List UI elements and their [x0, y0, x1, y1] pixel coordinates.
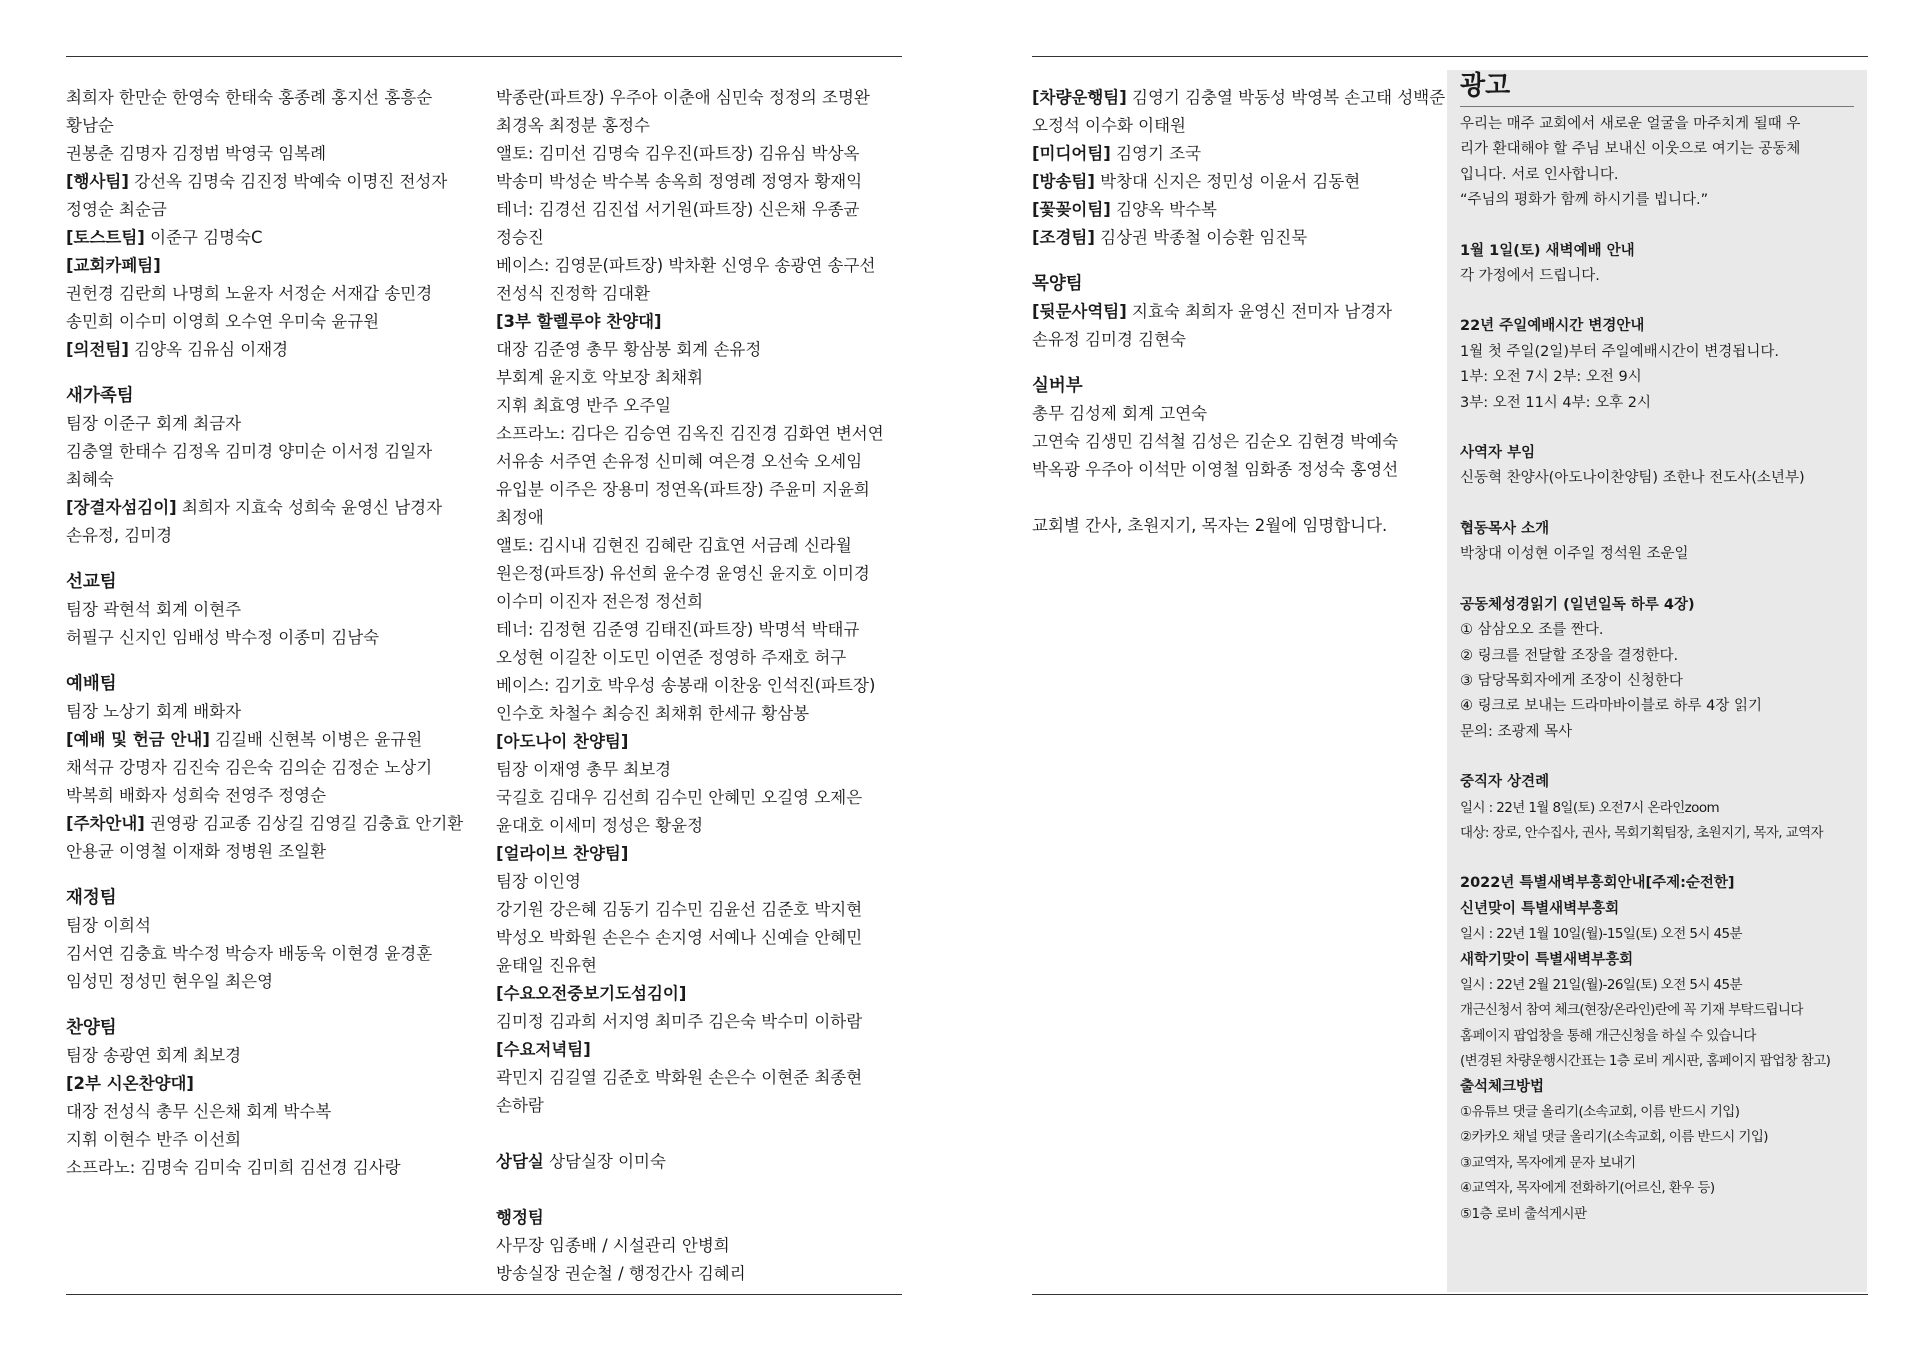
roster-names: 송민희 이수미 이영희 오수연 우미숙 윤규원 — [66, 312, 380, 331]
roster-names: 이수미 이진자 전은정 정선희 — [496, 592, 704, 611]
roster-line — [496, 252, 906, 280]
roster-names: 테너: 김정현 김준영 김태진(파트장) 박명석 박태규 — [496, 620, 860, 639]
announcement-heading: 협동목사 소개 — [1460, 520, 1550, 537]
team-label: 상담실 — [496, 1152, 544, 1171]
roster-names: 손하람 — [496, 1096, 544, 1115]
team-label: [수요저녁팀] — [496, 1040, 591, 1059]
team-label: [3부 할렐루야 찬양대] — [496, 312, 662, 331]
roster-names: 지휘 이현수 반주 이선희 — [66, 1130, 242, 1149]
announcement-heading: 2022년 특별새벽부흥회안내[주제:순전한] — [1460, 875, 1735, 892]
announcement-line: 개근신청서 참여 체크(현장/온라인)란에 꼭 기재 부탁드립니다 — [1460, 1002, 1803, 1019]
roster-names: 김미정 김과희 서지영 최미주 김은숙 박수미 이하람 — [496, 1012, 863, 1031]
roster-names: 박창대 신지은 정민성 이윤서 김동현 — [1094, 172, 1361, 191]
roster-names: 최혜숙 — [66, 470, 114, 489]
announcement-line: ①유튜브 댓글 올리기(소속교회, 이름 반드시 기입) — [1460, 1104, 1740, 1120]
roster-line — [66, 1070, 466, 1098]
roster-names: 팀장 이준구 회계 최금자 — [66, 414, 242, 433]
roster-line — [496, 196, 906, 224]
roster-names: 부회계 윤지호 악보장 최채휘 — [496, 368, 704, 387]
roster-line — [496, 1036, 906, 1064]
roster-names: 교회별 간사, 초원지기, 목자는 2월에 임명합니다. — [1032, 516, 1388, 535]
roster-line — [496, 644, 906, 672]
announcement-line: 박창대 이성현 이주일 정석원 조운일 — [1460, 546, 1689, 563]
roster-names: 김충열 한태수 김정옥 김미경 양미순 이서정 김일자 — [66, 442, 433, 461]
roster-names: 최정애 — [496, 508, 544, 527]
announcement-line: 1부: 오전 7시 2부: 오전 9시 — [1460, 369, 1642, 386]
roster-line — [66, 494, 466, 522]
team-label: [토스트팀] — [66, 228, 145, 247]
roster-line — [66, 726, 466, 754]
roster-line — [496, 1204, 906, 1232]
roster-names: 총무 김성제 회계 고연숙 — [1032, 404, 1208, 423]
team-label: [뒷문사역팀] — [1032, 302, 1127, 321]
roster-line — [496, 1148, 906, 1176]
announcement-line: ② 링크를 전달할 조장을 결정한다. — [1460, 647, 1679, 664]
spacer — [1460, 289, 1854, 314]
announcement-line: ① 삼삼오오 조를 짠다. — [1460, 622, 1604, 639]
section-heading: 목양팀 — [1032, 274, 1083, 294]
roster-names: 박종란(파트장) 우주아 이춘애 심민숙 정정의 조명완 — [496, 88, 870, 107]
roster-names: 팀장 노상기 회계 배화자 — [66, 702, 242, 721]
roster-line — [1032, 196, 1432, 224]
spacer — [1460, 492, 1854, 517]
roster-names: 대장 전성식 총무 신은채 회계 박수복 — [66, 1102, 332, 1121]
roster-line — [496, 700, 906, 728]
announcement-line: ③교역자, 목자에게 문자 보내기 — [1460, 1154, 1636, 1171]
roster-line — [66, 336, 466, 364]
roster-names: 최경옥 최정분 홍정수 — [496, 116, 650, 135]
roster-names: 손유정, 김미경 — [66, 526, 173, 545]
team-label: [방송팀] — [1032, 172, 1095, 191]
roster-names: 베이스: 김영문(파트장) 박차환 신영우 송광연 송구선 — [496, 256, 876, 275]
roster-names: 인수호 차철수 최승진 최채휘 한세규 황삼봉 — [496, 704, 810, 723]
roster-line — [496, 868, 906, 896]
team-label: [얼라이브 찬양팀] — [496, 844, 629, 863]
announcement-line: 대상: 장로, 안수집사, 권사, 목회기획팀장, 초원지기, 목자, 교역자 — [1460, 824, 1823, 841]
announcement-heading: 신년맞이 특별새벽부흥회 — [1460, 900, 1620, 917]
roster-names: 원은정(파트장) 유선희 윤수경 윤영신 윤지호 이미경 — [496, 564, 870, 583]
announcement-heading: 중직자 상견례 — [1460, 774, 1550, 791]
team-label: [교회카페팀] — [66, 256, 161, 275]
roster-line — [66, 1042, 466, 1070]
roster-line — [66, 1154, 466, 1182]
roster-line — [1032, 326, 1432, 354]
roster-names: 상담실장 이미숙 — [543, 1152, 666, 1171]
roster-line — [496, 1008, 906, 1036]
roster-names: 황남순 — [66, 116, 114, 135]
section-heading: 실버부 — [1032, 376, 1083, 396]
roster-names: 팀장 이희석 — [66, 916, 151, 935]
spacer — [1460, 214, 1854, 239]
roster-line — [496, 420, 906, 448]
section-heading: 예배팀 — [66, 674, 117, 694]
roster-line — [66, 168, 466, 196]
section-heading: 찬양팀 — [66, 1018, 117, 1038]
team-label: [미디어팀] — [1032, 144, 1111, 163]
roster-line — [496, 560, 906, 588]
spacer — [1460, 568, 1854, 593]
roster-names: 윤태일 진유현 — [496, 956, 597, 975]
team-label: [장결자섬김이] — [66, 498, 177, 517]
roster-line — [496, 224, 906, 252]
roster-line — [66, 624, 466, 652]
roster-line — [66, 1098, 466, 1126]
roster-names: 박송미 박성순 박수복 송옥희 정영례 정영자 황재익 — [496, 172, 863, 191]
roster-line — [496, 532, 906, 560]
roster-names: 강기원 강은혜 김동기 김수민 김윤선 김준호 박지현 — [496, 900, 863, 919]
roster-line — [66, 140, 466, 168]
roster-names: 김길배 신현복 이병은 윤규원 — [209, 730, 423, 749]
roster-names: 권헌경 김란희 나명희 노윤자 서정순 서재갑 송민경 — [66, 284, 433, 303]
roster-names: 윤대호 이세미 정성은 황윤정 — [496, 816, 704, 835]
top-rule-right — [1032, 56, 1868, 57]
spacer — [1460, 416, 1854, 441]
announcement-line: “주님의 평화가 함께 하시기를 빕니다.” — [1460, 192, 1709, 209]
roster-line — [496, 756, 906, 784]
announcement-line: ④ 링크로 보내는 드라마바이블로 하루 4장 읽기 — [1460, 698, 1763, 715]
section-heading: 선교팀 — [66, 572, 117, 592]
announcement-heading: 새학기맞이 특별새벽부흥회 — [1460, 951, 1634, 968]
roster-line — [1032, 298, 1432, 326]
roster-names: 손유정 김미경 김현숙 — [1032, 330, 1186, 349]
roster-names: 오정석 이수화 이태원 — [1032, 116, 1186, 135]
roster-names: 앨토: 김미선 김명숙 김우진(파트장) 김유심 박상옥 — [496, 144, 860, 163]
roster-line — [66, 252, 466, 280]
roster-column-1 — [66, 84, 466, 1182]
roster-line — [496, 392, 906, 420]
roster-names: 베이스: 김기호 박우성 송봉래 이찬웅 인석진(파트장) — [496, 676, 876, 695]
roster-line — [66, 466, 466, 494]
roster-names: 앨토: 김시내 김현진 김혜란 김효연 서금례 신라월 — [496, 536, 852, 555]
team-label: [조경팀] — [1032, 228, 1095, 247]
roster-line — [496, 672, 906, 700]
roster-line — [496, 952, 906, 980]
roster-line — [496, 308, 906, 336]
roster-line — [496, 168, 906, 196]
section-heading: 새가족팀 — [66, 386, 134, 406]
section-heading: 재정팀 — [66, 888, 117, 908]
roster-names: 김양옥 김유심 이재경 — [128, 340, 289, 359]
roster-line — [496, 504, 906, 532]
roster-names: 팀장 이인영 — [496, 872, 581, 891]
announcement-line: 1월 첫 주일(2일)부터 주일예배시간이 변경됩니다. — [1460, 343, 1779, 360]
roster-names: 김양옥 박수복 — [1110, 200, 1217, 219]
roster-line — [1032, 456, 1432, 484]
roster-line — [496, 840, 906, 868]
announcement-line: 문의: 조광제 목사 — [1460, 723, 1573, 740]
roster-line — [66, 84, 466, 112]
roster-line — [66, 912, 466, 940]
roster-names: 권봉춘 김명자 김정범 박영국 임복례 — [66, 144, 327, 163]
roster-line — [496, 924, 906, 952]
roster-line — [496, 364, 906, 392]
roster-names: 최희자 지효숙 성희숙 윤영신 남경자 — [176, 498, 443, 517]
announcement-header — [1460, 68, 1854, 107]
team-label: [아도나이 찬양팀] — [496, 732, 629, 751]
roster-names: 팀장 송광연 회계 최보경 — [66, 1046, 242, 1065]
roster-line — [66, 810, 466, 838]
spacer — [1460, 846, 1854, 871]
roster-line — [1032, 512, 1432, 540]
team-label: [차량운행팀] — [1032, 88, 1127, 107]
roster-names: 유입분 이주은 장용미 정연옥(파트장) 주윤미 지윤희 — [496, 480, 870, 499]
roster-line — [1032, 224, 1432, 252]
announcement-line: 입니다. 서로 인사합니다. — [1460, 166, 1619, 183]
roster-names: 팀장 이재영 총무 최보경 — [496, 760, 672, 779]
roster-names: 김영기 김충열 박동성 박영복 손고태 성백준 — [1126, 88, 1446, 107]
roster-line — [496, 1232, 906, 1260]
roster-line — [1032, 168, 1432, 196]
roster-names: 서유송 서주연 손유정 신미혜 여은경 오선숙 오세임 — [496, 452, 863, 471]
roster-line — [496, 336, 906, 364]
top-rule-left — [66, 56, 902, 57]
roster-line — [1032, 140, 1432, 168]
roster-line — [66, 308, 466, 336]
roster-line — [496, 588, 906, 616]
roster-line — [1032, 84, 1446, 112]
roster-names: 박옥광 우주아 이석만 이영철 임화종 정성숙 홍영선 — [1032, 460, 1399, 479]
roster-names: 권영광 김교종 김상길 김영길 김충효 안기환 — [144, 814, 464, 833]
roster-names: 김상권 박종철 이승환 임진묵 — [1094, 228, 1308, 247]
roster-line — [66, 698, 466, 726]
team-label: [주차안내] — [66, 814, 145, 833]
roster-names: 정승진 — [496, 228, 544, 247]
team-label: [의전팀] — [66, 340, 129, 359]
announcement-line: 홈페이지 팝업창을 통해 개근신청을 하실 수 있습니다 — [1460, 1027, 1756, 1044]
announcement-line: 신동혁 찬양사(아도나이찬양팀) 조한나 전도사(소년부) — [1460, 470, 1805, 487]
roster-line — [66, 112, 466, 140]
team-label: [수요오전중보기도섬김이] — [496, 984, 687, 1003]
roster-names: 소프라노: 김다은 김승연 김옥진 김진경 김화연 변서연 — [496, 424, 884, 443]
announcement-body — [1460, 112, 1854, 1227]
announcement-line: ④교역자, 목자에게 전화하기(어르신, 환우 등) — [1460, 1180, 1715, 1197]
roster-names: 테너: 김경선 김진섭 서기원(파트장) 신은채 우종균 — [496, 200, 860, 219]
roster-names: 지효숙 최희자 윤영신 전미자 남경자 — [1126, 302, 1393, 321]
roster-column-2 — [496, 84, 906, 1288]
roster-line — [66, 410, 466, 438]
announcement-heading: 사역자 부임 — [1460, 445, 1536, 462]
roster-line — [496, 84, 906, 112]
roster-line — [496, 280, 906, 308]
roster-line — [496, 616, 906, 644]
roster-names: 고연숙 김생민 김석철 김성은 김순오 김현경 박예숙 — [1032, 432, 1399, 451]
roster-line — [66, 968, 466, 996]
roster-names: 최희자 한만순 한영숙 한태숙 홍종례 홍지선 홍흥순 — [66, 88, 433, 107]
roster-line — [66, 596, 466, 624]
roster-line — [66, 196, 466, 224]
spacer — [1460, 745, 1854, 770]
roster-line — [66, 280, 466, 308]
roster-line — [66, 522, 466, 550]
announcement-line: ③ 담당목회자에게 조장이 신청한다 — [1460, 672, 1683, 689]
roster-column-3 — [1032, 84, 1446, 540]
roster-names: 김서연 김충효 박수정 박승자 배동욱 이현경 윤경훈 — [66, 944, 433, 963]
roster-line — [66, 940, 466, 968]
announcement-line: (변경된 차량운행시간표는 1층 로비 게시판, 홈페이지 팝업창 참고) — [1460, 1053, 1831, 1070]
roster-line — [496, 476, 906, 504]
team-label: [꽃꽂이팀] — [1032, 200, 1111, 219]
roster-names: 강선옥 김명숙 김진정 박예숙 이명진 전성자 — [128, 172, 448, 191]
announcement-heading: 22년 주일예배시간 변경안내 — [1460, 318, 1645, 335]
announcement-line: 리가 환대해야 할 주님 보내신 이웃으로 여기는 공동체 — [1460, 141, 1801, 158]
roster-names: 이준구 김명숙C — [144, 228, 263, 247]
roster-names: 전성식 진정학 김대환 — [496, 284, 650, 303]
roster-line — [66, 838, 466, 866]
roster-line — [66, 754, 466, 782]
roster-line — [496, 448, 906, 476]
roster-names: 소프라노: 김명숙 김미숙 김미희 김선경 김사랑 — [66, 1158, 401, 1177]
team-label: [행사팀] — [66, 172, 129, 191]
announcement-line: 일시 : 22년 2월 21일(월)-26일(토) 오전 5시 45분 — [1460, 976, 1742, 993]
roster-line — [496, 1064, 906, 1092]
roster-line — [496, 112, 906, 140]
announcement-title: 광고 — [1460, 71, 1511, 101]
roster-names: 김영기 조국 — [1110, 144, 1202, 163]
announcement-heading: 출석체크방법 — [1460, 1078, 1545, 1095]
roster-names: 국길호 김대우 김선희 김수민 안혜민 오길영 오제은 — [496, 788, 863, 807]
roster-line — [1032, 112, 1432, 140]
roster-names: 사무장 임종배 / 시설관리 안병희 — [496, 1236, 730, 1255]
roster-names: 안용균 이영철 이재화 정병원 조일환 — [66, 842, 327, 861]
team-label: 행정팀 — [496, 1208, 544, 1227]
roster-line — [496, 140, 906, 168]
roster-names: 박성오 박화원 손은수 손지영 서예나 신예슬 안혜민 — [496, 928, 863, 947]
announcement-line: 3부: 오전 11시 4부: 오후 2시 — [1460, 394, 1651, 411]
announcement-line: 각 가정에서 드립니다. — [1460, 268, 1600, 285]
announcement-line: 일시 : 22년 1월 8일(토) 오전7시 온라인zoom — [1460, 799, 1720, 816]
bottom-rule-left — [66, 1294, 902, 1295]
spacer — [1032, 484, 1432, 512]
roster-names: 지휘 최효영 반주 오주일 — [496, 396, 672, 415]
roster-names: 박복희 배화자 성희숙 전영주 정영순 — [66, 786, 327, 805]
roster-line — [66, 438, 466, 466]
roster-line — [1032, 400, 1432, 428]
spacer — [496, 1120, 906, 1148]
roster-names: 팀장 곽현석 회계 이현주 — [66, 600, 242, 619]
roster-line — [66, 782, 466, 810]
roster-names: 오성현 이길찬 이도민 이연준 정영하 주재호 허구 — [496, 648, 847, 667]
roster-line — [1032, 428, 1432, 456]
announcement-heading: 공동체성경읽기 (일년일독 하루 4장) — [1460, 596, 1695, 613]
team-label: [2부 시온찬양대] — [66, 1074, 194, 1093]
bottom-rule-right — [1032, 1294, 1868, 1295]
roster-line — [496, 784, 906, 812]
roster-names: 허필구 신지인 임배성 박수정 이종미 김남숙 — [66, 628, 380, 647]
announcement-heading: 1월 1일(토) 새벽예배 안내 — [1460, 242, 1635, 259]
roster-line — [66, 224, 466, 252]
roster-line — [496, 812, 906, 840]
roster-names: 방송실장 권순철 / 행정간사 김혜리 — [496, 1264, 746, 1283]
roster-line — [496, 1092, 906, 1120]
announcement-line: ②카카오 채널 댓글 올리기(소속교회, 이름 반드시 기입) — [1460, 1129, 1768, 1146]
spacer — [496, 1176, 906, 1204]
announcement-line: ⑤1층 로비 출석게시판 — [1460, 1205, 1587, 1222]
roster-names: 정영순 최순금 — [66, 200, 167, 219]
roster-line — [496, 1260, 906, 1288]
roster-line — [66, 1126, 466, 1154]
announcement-line: 일시 : 22년 1월 10일(월)-15일(토) 오전 5시 45분 — [1460, 926, 1742, 943]
roster-names: 대장 김준영 총무 황삼봉 회계 손유정 — [496, 340, 762, 359]
team-label: [예배 및 헌금 안내] — [66, 730, 210, 749]
roster-line — [496, 896, 906, 924]
roster-line — [496, 728, 906, 756]
roster-names: 임성민 정성민 현우일 최은영 — [66, 972, 274, 991]
roster-names: 곽민지 김길열 김준호 박화원 손은수 이현준 최종현 — [496, 1068, 863, 1087]
roster-names: 채석규 강명자 김진숙 김은숙 김의순 김정순 노상기 — [66, 758, 433, 777]
roster-line — [496, 980, 906, 1008]
announcement-line: 우리는 매주 교회에서 새로운 얼굴을 마주치게 될때 우 — [1460, 116, 1801, 132]
